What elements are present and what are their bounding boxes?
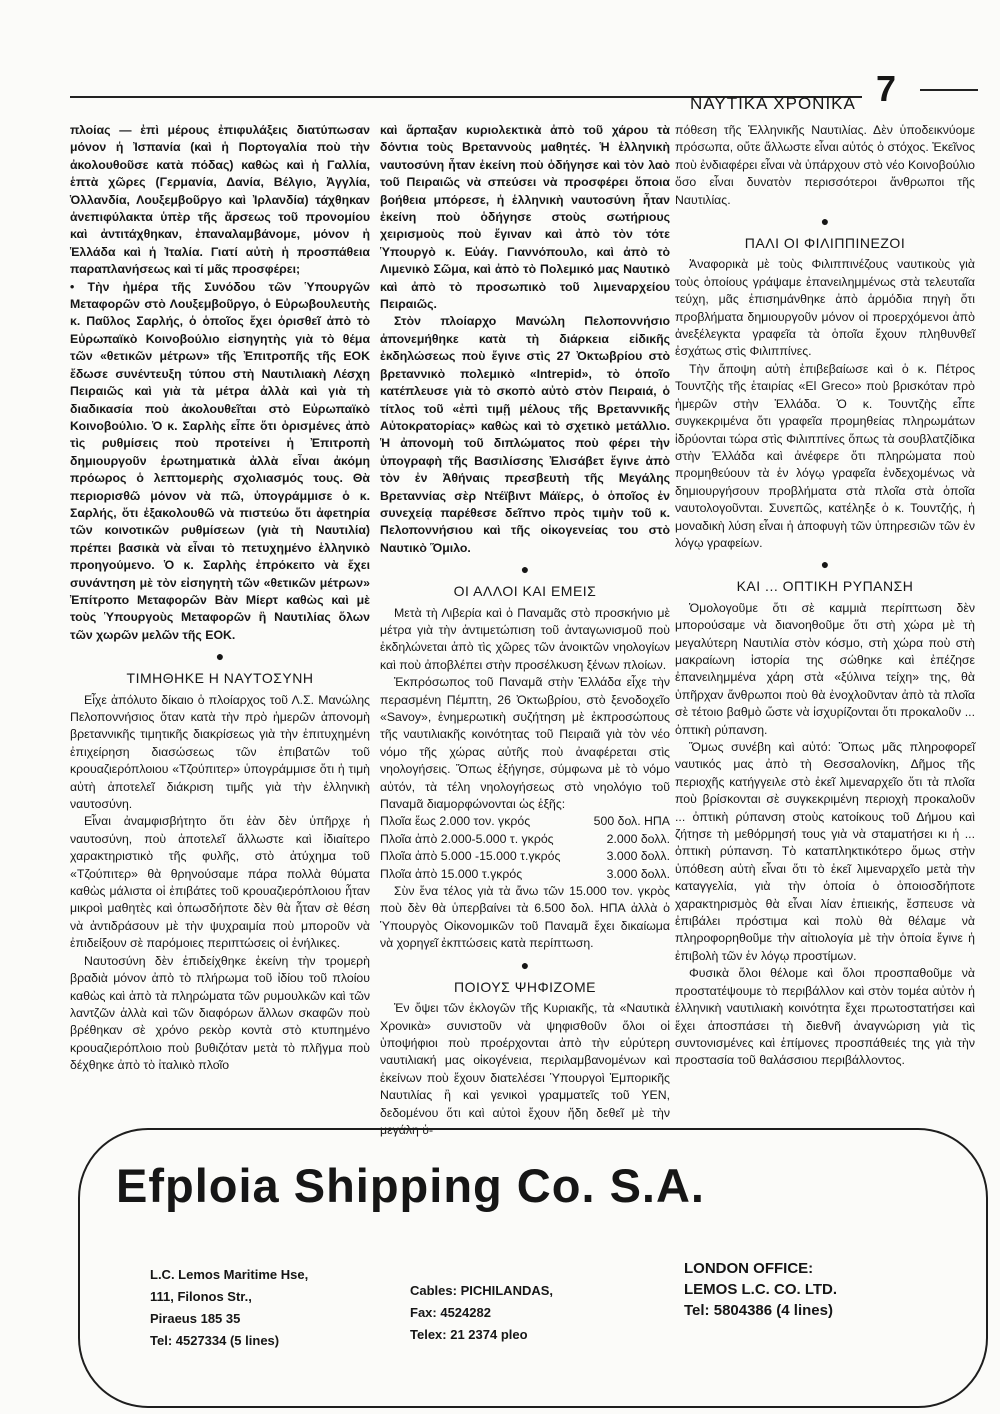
fee-row: Πλοῖα ἕως 2.000 τον. γκρός 500 δολ. ΗΠΑ	[380, 814, 670, 829]
advertisement-title: Efploia Shipping Co. S.A.	[116, 1159, 705, 1212]
paragraph: • Τὴν ἡμέρα τῆς Συνόδου τῶν Ὑπουργῶν Μεταφορῶν στὸ Λουξεμβοῦργο, ὁ Εὐρωβουλευτὴς κ. Παῦλος Σαρλής, ὁ ὁποῖος ἔχει ὁρισθεῖ ἀπὸ τὸ Εὐρωπαϊκὸ Κοινοβούλιο εἰσηγητὴς γιὰ τὸ θέμα τῶν «θετικῶν μέτρων» τῆς Ἐπιτροπῆς τῆς ΕΟΚ ἔδωσε συνέντευξη τύπου στὴ Ναυτιλιακὴ Λέσχη Πειραιῶς καὶ γιὰ τὰ μέτρα ἀλλὰ καὶ γιὰ τὴ διαδικασία ποὺ ἀκολουθεῖται στὸ Εὐρωπαϊκὸ Κοινοβούλιο. Ὁ κ. Σαρλὴς εἶπε ὅτι ὁρισμένες ἀπὸ τὶς ρυθμίσεις ποὺ προτείνει ἡ Ἐπιτροπὴ δημιουργοῦν ἐρωτηματικὰ ἀλλὰ εἶναι ἀκόμη πρόωρος ὁ λεπτομερὴς σχολιασμός τους. Θὰ περιορισθῶ μόνον νὰ πῶ, ὑπογράμμισε ὁ κ. Σαρλής, ὅτι ἐξακολουθῶ νὰ πιστεύω ὅτι ἀφετηρία τῶν κοινοτικῶν ρυθμίσεων (γιὰ τὴ Ναυτιλία) πρέπει βασικὰ νὰ εἶναι τὸ πετυχημένο ἑλληνικὸ προηγούμενο. Ὁ κ. Σαρλὴς ἐπρόκειτο νὰ ἔχει συνάντηση μὲ τὸν εἰσηγητὴ τῶν «θετικῶν μέτρων» Ἐπίτροπο Μεταφορῶν Βὰν Μίερτ καθὼς καὶ μὲ τοὺς Ὑπουργοὺς Μεταφορῶν ἢ Ναυτιλίας ὅλων τῶν χωρῶν μελῶν τῆς ΕΟΚ.	[70, 279, 370, 642]
advertisement-box	[78, 1128, 988, 1408]
paragraph: Εἶχε ἀπόλυτο δίκαιο ὁ πλοίαρχος τοῦ Λ.Σ. Μανώλης Πελοποννήσιος ὅταν κατὰ τὴν πρὸ ἡμερῶν ἀπονομὴ βρεταννικῆς τιμητικῆς διακρίσεως γιὰ τὴν ἐπιτυχημένη ἐπιχείρηση διασώσεως τῶν ἐπιβατῶν τοῦ κρουαζιερόπλοιου «Τζούπιτερ» ὑπογράμμισε ὅτι ἡ τιμὴ αὐτὴ ἀποτελεῖ διάκριση τιμῆς γιὰ τὴν ἑλληνικὴ ναυτοσύνη.	[70, 692, 370, 812]
cables-fax-telex: Cables: PICHILANDAS, Fax: 4524282 Telex: 21 2374 pleo	[410, 1283, 554, 1342]
section-divider-dot: ●	[520, 956, 530, 973]
paragraph: Σὺν ἕνα τέλος γιὰ τὰ ἄνω τῶν 15.000 τον. γκρὸς ποὺ δὲν θὰ ὑπερβαίνει τὰ 6.500 δολ. ΗΠΑ ἀλλὰ ὁ Ὑπουργὸς Οἰκονομικῶν τοῦ Παναμᾶ ἔχει δικαίωμα νὰ χορηγεῖ ἐκπτώσεις κατὰ περίπτωση.	[380, 884, 670, 951]
paragraph: Φυσικὰ ὅλοι θέλομε καὶ ὅλοι προσπαθοῦμε νὰ προστατέψουμε τὸ περιβάλλον καὶ στὸν τομέα αὐτὸν ἡ ἑλληνικὴ ναυτιλιακὴ κοινότητα ἔχει πρωτοστατήσει καὶ ἔχει ἀποσπάσει τὴ διεθνῆ ἀναγνώριση γιὰ τὶς συντονισμένες καὶ ἐπίμονες προσπάθειές της γιὰ τὴν προστασία τοῦ θαλάσσιου περιβάλλοντος.	[675, 966, 975, 1068]
fee-table	[380, 813, 670, 883]
paragraph: καὶ ἅρπαξαν κυριολεκτικὰ ἀπὸ τοῦ χάρου τὰ δόντια τοὺς Βρεταννοὺς μαθητές. Ἡ ἑλληνικὴ ναυτοσύνη ἦταν ἐκείνη ποὺ ὁδήγησε καὶ τὸν λαὸ τοῦ Πειραιῶς νὰ σπεύσει νὰ προσφέρει ὅποια βοήθεια μπόρεσε, ἡ ἑλληνικὴ ναυτοσύνη ἦταν ἐκείνη ποὺ ὁδήγησε στοὺς σωτήριους χειρισμοὺς ποὺ ἔγιναν καὶ ἀπὸ τὸν τότε Ὑπουργὸ κ. Εὐάγ. Γιαννόπουλο, καὶ ἀπὸ τὸ Λιμενικὸ Σῶμα, καὶ ἀπὸ τὸ Πολεμικό μας Ναυτικὸ καὶ ἀπὸ τὸ προσωπικὸ τοῦ λιμεναρχείου Πειραιῶς.	[380, 123, 670, 312]
paragraph: Μετὰ τὴ Λιβερία καὶ ὁ Παναμᾶς στὸ προσκήνιο μὲ μέτρα γιὰ τὴν ἀντιμετώπιση τοῦ ἀνταγωνισμοῦ ποὺ ἐκδηλώνεται ἀπὸ τὶς χῶρες τῶν ἀνοικτῶν νηολογίων καὶ ποὺ ἀποβλέπει στὴν προσέλκυση ξένων πλοίων.	[380, 605, 670, 672]
section-divider-dot: ●	[820, 556, 830, 573]
paragraph: Ἀναφορικὰ μὲ τοὺς Φιλιππινέζους ναυτικοὺς γιὰ τοὺς ὁποίους γράψαμε ἐπανειλημμένως στὰ τελευταῖα τεύχη, μᾶς ἐπισημάνθηκε ἀπὸ ἁρμόδια πηγὴ ὅτι προβλήματα δημιουργοῦν μόνον οἱ προερχόμενοι ἀπὸ ἀνεξέλεγκτα γραφεῖα τὰ ὁποῖα ἔχουν πληθυνθεῖ ἐσχάτως στὶς Φιλιππίνες.	[675, 257, 975, 359]
column-3	[675, 122, 975, 1070]
paragraph: Ἐκπρόσωπος τοῦ Παναμᾶ στὴν Ἑλλάδα εἶχε τὴν περασμένη Πέμπτη, 26 Ὀκτωβρίου, στὸ ξενοδοχεῖο «Savoy», ἐνημερωτικὴ συζήτηση μὲ ἐκπροσώπους τῆς ναυτιλιακῆς κοινότητας τοῦ Πειραιᾶ γιὰ τὸν νέο νόμο τῆς χώρας αὐτῆς ποὺ ἀναφέρεται στὶς νηολογήσεις. Ὅπως ἐξήγησε, σύμφωνα μὲ τὸ νόμο αὐτόν, τὰ τέλη νηολογήσεως στὸ νηολόγιο τοῦ Παναμᾶ διαμορφώνονται ὡς ἑξῆς:	[380, 675, 670, 812]
publication-name: ΝΑΥΤΙΚΑ ΧΡΟΝΙΚΑ	[690, 94, 856, 113]
section-divider-dot: ●	[215, 648, 225, 665]
paragraph: Ὁμολογοῦμε ὅτι σὲ καμμιὰ περίπτωση δὲν μπορούσαμε νὰ διανοηθοῦμε ὅτι στὴ χώρα μὲ τὴ μεγαλύτερη Ναυτιλία στὸν κόσμο, στὴ χώρα ποὺ στὴ μακραίωνη ἱστορία της σώθηκε καὶ ἐπέζησε ἐπανειλημμένα χάρη στὰ «ξύλινα τείχη» της, θὰ ὑπῆρχαν ἄνθρωποι ποὺ θὰ ἐνοχλοῦνταν ἀπὸ τὰ πλοῖα σὲ τέτοιο βαθμὸ ὥστε νὰ ἰσχυρίζονται ὅτι προκαλοῦν ... ὀπτικὴ ρύπανση.	[675, 600, 975, 737]
section-heading: ΚΑΙ ... ΟΠΤΙΚΗ ΡΥΠΑΝΣΗ	[736, 578, 914, 595]
section-heading: ΠΟΙΟΥΣ ΨΗΦΙΖΟΜΕ	[453, 978, 597, 995]
page-number: 7	[876, 68, 897, 109]
section-divider-dot: ●	[820, 213, 830, 230]
paragraph: Ὅμως συνέβη καὶ αὐτό: Ὅπως μᾶς πληροφορεῖ ναυτικός μας ἀπὸ τὴ Θεσσαλονίκη, Δῆμος τῆς περιοχῆς κατήγγειλε στὸ ἐκεῖ λιμεναρχεῖο ὅτι τὰ πλοῖα ποὺ βρίσκονται σὲ συγκεκριμένη περιοχὴ προκαλοῦν ... ὀπτικὴ ρύπανση στοὺς κατοίκους τοῦ Δήμου καὶ ζήτησε τὴ μεθόρμησή τους γιὰ νὰ σταματήσει κι ἡ ... ὀπτικὴ ρύπανση. Τὸ καταπληκτικότερο ὅμως στὴν ὑπόθεση αὐτὴ εἶναι ὅτι τὸ ἐκεῖ λιμεναρχεῖο μετὰ τὴν καταγγελία, γιὰ τὴν ὁποία ὁ ὁποιοσδήποτε χαρακτηρισμὸς θὰ εἶναι λίαν ἐπιεικής, ἔσπευσε νὰ ἐπιβάλει πρόστιμα καὶ πολὺ θὰ θέλαμε νὰ πληροφορηθοῦμε τὴν αἰτιολογία μὲ τὴν ὁποία ἔγινε ἡ ἐπιβολὴ τῶν ἐν λόγῳ προστίμων.	[675, 740, 975, 963]
fee-row: Πλοῖα ἀπὸ 2.000-5.000 τ. γκρός 2.000 δολλ.	[380, 831, 670, 846]
london-office: LONDON OFFICE: LEMOS L.C. CO. LTD. Tel: 5804386 (4 lines)	[684, 1260, 838, 1319]
paragraph: πλοίας — ἐπὶ μέρους ἐπιφυλάξεις διατύπωσαν μόνον ἡ Ἰσπανία (καὶ ἡ Πορτογαλία ποὺ τὴν ἀκολουθοῦσε κατὰ πόδας) καθὼς καὶ ἡ Γαλλία, ἑπτὰ χῶρες (Γερμανία, Δανία, Βέλγιο, Ἀγγλία, Ὁλλανδία, Λουξεμβοῦργο καὶ Ἰρλανδία) τάχθηκαν ἀνεπιφύλακτα ὑπὲρ τῆς ἄρσεως τοῦ προνομίου καὶ ἀντιτάχθηκαν, ἐπαναλαμβάνομε, μόνον ἡ Ἑλλάδα καὶ ἡ Ἰταλία. Γιατί αὐτὴ ἡ προσπάθεια παραπλανήσεως καὶ τί μᾶς προσφέρει;	[70, 123, 370, 277]
column-1	[70, 122, 370, 1075]
section-heading: ΤΙΜΗΘΗΚΕ Η ΝΑΥΤΟΣΥΝΗ	[126, 670, 314, 687]
section-heading: ΟΙ ΑΛΛΟΙ ΚΑΙ ΕΜΕΙΣ	[453, 583, 597, 600]
paragraph: Ναυτοσύνη δὲν ἐπιδείχθηκε ἐκείνη τὴν τρομερὴ βραδιὰ μόνον ἀπὸ τὸ πλήρωμα τοῦ ἰδίου τοῦ πλοίου καθὼς καὶ ἀπὸ τὰ πληρώματα τῶν ρυμουλκῶν καὶ τῶν λαντζῶν ἀλλὰ καὶ τῶν διαφόρων ἄλλων σκαφῶν ποὺ βρέθηκαν σὲ χρόνο ρεκὸρ κοντὰ στὸ κτυπημένο κρουαζιερόπλοιο ποὺ βυθιζόταν μετὰ τὸ πλῆγμα ποὺ δέχθηκε ἀπὸ τὸ ἰταλικὸ πλοῖο	[70, 953, 370, 1073]
paragraph: πόθεση τῆς Ἑλληνικῆς Ναυτιλίας. Δὲν ὑποδεικνύομε πρόσωπα, οὔτε ἄλλωστε εἶναι αὐτός ὁ στόχος. Ἐκεῖνος ποὺ ἐνδιαφέρει εἶναι νὰ ὑπάρχουν στὸ νέο Κοινοβούλιο ὅσο εἶναι δυνατὸν περισσότεροι ἄνθρωποι τῆς Ναυτιλίας.	[675, 123, 975, 207]
paragraph: Εἶναι ἀναμφισβήτητο ὅτι ἐὰν δὲν ὑπῆρχε ἡ ναυτοσύνη, ποὺ ἀποτελεῖ ἄλλωστε καὶ ἰδιαίτερο χαρακτηριστικὸ τῆς φυλῆς, στὸ ἀτύχημα τοῦ «Τζούπιτερ» θὰ θρηνούσαμε πάρα πολλὰ θύματα καθὼς μάλιστα οἱ ἐπιβάτες τοῦ κρουαζιερόπλοιου ἦταν μικροὶ μαθητὲς καὶ ὁπωσδήποτε δὲν θὰ ἦταν σὲ θέση νὰ ἀντιδράσουν μὲ τὴν ψυχραιμία ποὺ μποροῦν νὰ ἐπιδείξουν σὲ παρόμοιες περιπτώσεις οἱ ἐνήλικες.	[70, 814, 370, 951]
column-2	[380, 122, 670, 1139]
header-rule-right	[920, 89, 978, 91]
section-divider-dot: ●	[520, 561, 530, 578]
piraeus-address: L.C. Lemos Maritime Hse, 111, Filonos Str., Piraeus 185 35 Tel: 4527334 (5 lines)	[150, 1267, 309, 1348]
section-heading: ΠΑΛΙ ΟΙ ΦΙΛΙΠΠΙΝΕΖΟΙ	[744, 235, 906, 252]
fee-row: Πλοῖα ἀπὸ 5.000 -15.000 τ.γκρός 3.000 δολλ.	[380, 849, 670, 864]
paragraph: Τὴν ἄποψη αὐτὴ ἐπιβεβαίωσε καὶ ὁ κ. Πέτρος Τουντζὴς τῆς ἑταιρίας «El Greco» ποὺ βρισκόταν πρὸ ἡμερῶν στὴν Ἑλλάδα. Ὁ κ. Τουντζὴς εἶπε συγκεκριμένα ὅτι γραφεῖα προμηθείας πληρωμάτων ἱδρύονται τώρα στὶς Φιλιππίνες ὅπως τὰ σουβλατζίδικα στὴν Ἑλλάδα καὶ ἀνέφερε ὅτι πληρώματα ποὺ προμηθεύουν τὰ ἐν λόγῳ γραφεῖα ἐνδεχομένως νὰ δημιουργήσουν προβλήματα στὰ πλοῖα στὰ ὁποῖα ναυτολογοῦνται. Συνεπῶς, κατέληξε ὁ κ. Τουντζής, ἡ μοναδικὴ λύση εἶναι ἡ ἀποφυγὴ τῶν ὑπηρεσιῶν τῶν ἐν λόγῳ γραφείων.	[675, 361, 975, 550]
fee-row: Πλοῖα ἀπὸ 15.000 τ.γκρός 3.000 δολλ.	[380, 866, 670, 881]
paragraph: Στὸν πλοίαρχο Μανώλη Πελοποννήσιο ἀπονεμήθηκε κατὰ τὴ διάρκεια εἰδικῆς ἐκδηλώσεως ποὺ ἔγινε στὶς 27 Ὀκτωβρίου στὸ βρεταννικὸ πολεμικὸ «Intrepid», τὸ ὁποῖο κατέπλευσε γιὰ τὸ σκοπὸ αὐτὸ στὸν Πειραιά, ὁ τίτλος τοῦ «ἐπὶ τιμῇ μέλους τῆς Βρεταννικῆς Αὐτοκρατορίας» καθὼς καὶ τὸ σχετικὸ μετάλλιο. Ἡ ἀπονομὴ τοῦ διπλώματος ποὺ φέρει τὴν ὑπογραφὴ τῆς Βασιλίσσης Ἐλισάβετ ἔγινε ἀπὸ τὸν ἐν Ἀθήναις πρεσβευτὴ τῆς Μεγάλης Βρεταννίας σὲρ Ντέϊβιντ Μάϊερς, ὁ ὁποῖος ἐν συνεχείᾳ παρέθεσε δεῖπνο πρὸς τιμὴν τοῦ κ. Πελοποννήσιου καὶ τῆς οἰκογενείας του στὸ Ναυτικὸ Ὅμιλο.	[380, 314, 670, 555]
paragraph: Ἐν ὄψει τῶν ἐκλογῶν τῆς Κυριακῆς, τὰ «Ναυτικὰ Χρονικὰ» συνιστοῦν νὰ ψηφισθοῦν ὅλοι οἱ ὑποψήφιοι ποὺ προέρχονται ἀπὸ τὴν εὐρύτερη ναυτιλιακή μας οἰκογένεια, περιλαμβανομένων καὶ ἐκείνων ποὺ ἔχουν διατελέσει Ὑπουργοὶ Ἐμπορικῆς Ναυτιλίας ἢ καὶ γενικοὶ γραμματεῖς τοῦ ΥΕΝ, δεδομένου ὅτι καὶ αὐτοὶ ἔχουν ἤδη δεθεῖ μὲ τὴν μεγάλη ὑ-	[380, 1001, 670, 1137]
